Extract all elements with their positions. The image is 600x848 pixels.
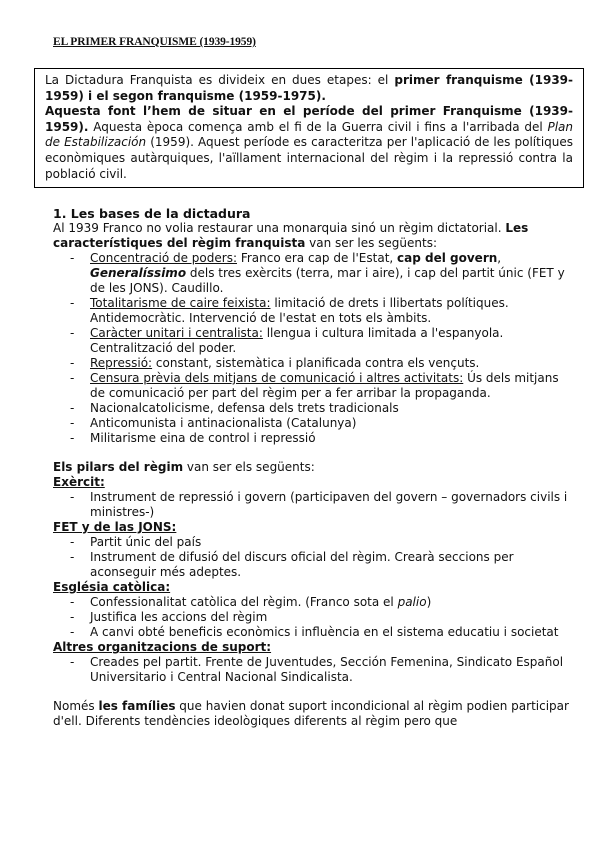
pillar-heading-fet: FET y de las JONS: (53, 520, 177, 534)
text: Només (53, 699, 99, 713)
main-content (53, 206, 573, 729)
list-item: - Instrument de repressió i govern (participaven del govern – governadors civils i ministres-) (90, 490, 573, 520)
item-label: Concentració de poders: (90, 251, 237, 265)
pillar-list-fet (53, 535, 573, 580)
item-italic: palio (397, 595, 427, 609)
text: que havien donat suport incondicional al règim podien participar d'ell. Diferents tendències ideològiques diferents al règim pero que (53, 699, 569, 728)
section-paragraph (53, 221, 573, 251)
pillar-list-altres (53, 655, 573, 685)
item-bold: cap del govern (397, 251, 498, 265)
item-text: ) (426, 595, 432, 609)
section-heading: 1. Les bases de la dictadura (53, 206, 251, 221)
pillars-intro (53, 460, 573, 475)
intro-text: (1959). Aquest període es caracteritza per l'aplicació de les polítiques econòmiques autàrquiques, l'aïllament internacional del règim i la repressió contra la població civil. (45, 135, 574, 181)
list-item (90, 356, 573, 371)
list-item (90, 326, 573, 356)
pillar-heading-esglesia: Església catòlica: (53, 580, 171, 594)
intro-text: La Dictadura Franquista es divideix en dues etapes: el (45, 73, 395, 87)
pillar-list-exercit (53, 490, 573, 520)
intro-bold: Aquesta font l’hem de situar en el període del primer Franquisme (1939-1959). (45, 104, 573, 134)
pillar-heading-altres: Altres organitzacions de suport: (53, 640, 272, 654)
item-text: limitació de drets i llibertats polítiques. Antidemocràtic. Intervenció de l'estat en tots els àmbits. (90, 296, 509, 325)
intro-italic: Plan de Estabilización (45, 119, 573, 150)
intro-text: Aquesta època comença amb el fi de la Guerra civil i fins a l'arribada del (88, 119, 548, 134)
list-item: - Militarisme eina de control i repressió (90, 431, 573, 446)
list-item (90, 371, 573, 401)
item-text: constant, sistemàtica i planificada contra els vençuts. (152, 356, 480, 370)
page-title: EL PRIMER FRANQUISME (1939-1959) (53, 36, 256, 48)
list-item: - Justifica les accions del règim (90, 610, 573, 625)
item-label: Censura prèvia dels mitjans de comunicació i altres activitats: (90, 371, 464, 385)
item-text: Ús dels mitjans de comunicació per part del règim per a fer arribar la propaganda. (90, 371, 559, 400)
list-item: - Instrument de difusió del discurs oficial del règim. Crearà seccions per aconseguir més adeptes. (90, 550, 573, 580)
bold-text: Els pilars del règim (53, 460, 184, 474)
item-label: Totalitarisme de caire feixista: (90, 296, 271, 310)
final-paragraph (53, 699, 573, 729)
intro-box (34, 68, 584, 188)
item-label: Repressió: (90, 356, 153, 370)
list-item: - Creades pel partit. Frente de Juventudes, Sección Femenina, Sindicato Español Universitario i Central Nacional Sindicalista. (90, 655, 573, 685)
list-item: - A canvi obté beneficis econòmics i influència en el sistema educatiu i societat (90, 625, 573, 640)
characteristics-list (53, 251, 573, 446)
list-item: - Partit únic del país (90, 535, 573, 550)
item-label: Caràcter unitari i centralista: (90, 326, 263, 340)
list-item (90, 251, 573, 296)
item-text: , (497, 251, 502, 265)
list-item (90, 296, 573, 326)
list-item (90, 595, 573, 610)
bold-text: Les característiques del règim franquista (53, 221, 529, 250)
list-item: - Nacionalcatolicisme, defensa dels trets tradicionals (90, 401, 573, 416)
list-item: - Anticomunista i antinacionalista (Catalunya) (90, 416, 573, 431)
intro-bold: primer franquisme (1939-1959) i el segon franquisme (1959-1975). (45, 73, 574, 103)
item-text: llengua i cultura limitada a l'espanyola. Centralització del poder. (90, 326, 504, 355)
item-bold-italic: Generalíssimo (90, 266, 187, 280)
text: van ser les següents: (305, 236, 437, 250)
pillar-heading-exercit: Exèrcit: (53, 475, 105, 489)
item-text: dels tres exèrcits (terra, mar i aire), i cap del partit únic (FET y de les JONS). Caudillo. (90, 266, 565, 295)
item-text: Franco era cap de l'Estat, (237, 251, 398, 265)
item-text: Confessionalitat catòlica del règim. (Franco sota el (90, 595, 398, 609)
pillar-list-esglesia (53, 595, 573, 640)
text: van ser els següents: (183, 460, 315, 474)
bold-text: les famílies (98, 699, 176, 713)
text: Al 1939 Franco no volia restaurar una monarquia sinó un règim dictatorial. (53, 221, 506, 235)
intro-paragraph-1 (45, 73, 573, 104)
intro-paragraph-2 (45, 104, 573, 182)
